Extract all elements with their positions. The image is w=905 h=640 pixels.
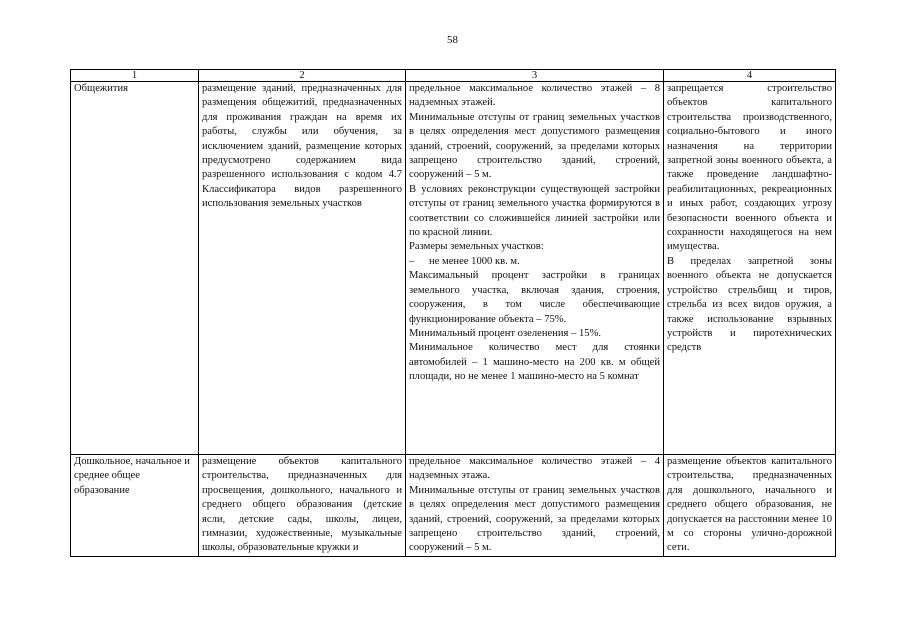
paragraph: В условиях реконструкции существующей застройки отступы от границ земельного участка формируются в соответствии со сложившейся линией застройки или по красной линии. bbox=[409, 183, 660, 239]
table-row bbox=[71, 82, 836, 455]
table-row bbox=[71, 455, 836, 557]
paragraph: Минимальный процент озеленения – 15%. bbox=[409, 327, 602, 339]
column-header: 4 bbox=[664, 70, 836, 82]
paragraph: Минимальные отступы от границ земельных участков в целях определения мест допустимого размещения зданий, строений, сооружений, за пределами которых запрещено строительство зданий, строений, сооружений – 5 м. bbox=[409, 111, 660, 181]
table-header-row bbox=[71, 70, 836, 82]
paragraph: размещение объектов капитального строительства, предназначенных для просвещения, дошкольного, начального и среднего общего образования (детские ясли, детские сады, школы, лицеи, гимназии, художественные, музыкальные школы, образовательные кружки и bbox=[202, 456, 402, 554]
list-item-text: не менее 1000 кв. м. bbox=[429, 255, 520, 267]
use-type-cell: Общежития bbox=[71, 82, 199, 455]
parameters-cell bbox=[406, 455, 664, 557]
page-number: 58 bbox=[447, 34, 458, 46]
paragraph: Минимальные отступы от границ земельных участков в целях определения мест допустимого размещения зданий, строений, сооружений, за пределами которых запрещено строительство зданий, строений, сооружений – 5 м. bbox=[409, 484, 660, 554]
use-description-cell bbox=[199, 455, 406, 557]
use-description-cell bbox=[199, 82, 406, 455]
paragraph: Максимальный процент застройки в границах земельного участка, включая здания, строения, сооружения, в том числе обеспечивающие функционирование объекта – 75%. bbox=[409, 270, 660, 325]
column-header: 1 bbox=[71, 70, 199, 82]
list-item bbox=[409, 255, 660, 269]
paragraph: размещение зданий, предназначенных для размещения общежитий, предназначенных для проживания граждан на время их работы, службы или обучения, за исключением зданий, размещение которых предусмотрено содержанием вида разрешенного использования с кодом 4.7 Классификатора видов разрешенного использования земельных участков bbox=[202, 83, 402, 210]
column-header: 2 bbox=[199, 70, 406, 82]
paragraph: Минимальное количество мест для стоянки автомобилей – 1 машино-место на 200 кв. м общей площади, но не менее 1 машино-место на 5 комнат bbox=[409, 342, 660, 383]
column-header: 3 bbox=[406, 70, 664, 82]
use-type-cell: Дошкольное, начальное и среднее общее образование bbox=[71, 455, 199, 557]
paragraph: предельное максимальное количество этажей – 4 надземных этажа. bbox=[409, 456, 660, 482]
dash-bullet: – bbox=[409, 255, 415, 267]
restrictions-cell bbox=[664, 455, 836, 557]
paragraph: В пределах запретной зоны военного объекта не допускается устройство стрельбищ и тиров, стрельба из всех видов оружия, а также использование взрывных устройств и пиротехнических средств bbox=[667, 255, 832, 354]
regulations-table bbox=[70, 69, 836, 557]
paragraph: Размеры земельных участков: bbox=[409, 241, 544, 253]
paragraph: предельное максимальное количество этажей – 8 надземных этажей. bbox=[409, 83, 660, 109]
restrictions-cell bbox=[664, 82, 836, 455]
parameters-cell bbox=[406, 82, 664, 455]
paragraph: размещение объектов капитального строительства, предназначенных для дошкольного, начального и среднего общего образования, не допускается на расстоянии менее 10 м со стороны улично-дорожной сети. bbox=[667, 456, 832, 554]
paragraph: запрещается строительство объектов капитального строительства производственного, социально-бытового и иного назначения на территории запретной зоны военного объекта, а также проведение ландшафтно-реабилитационных, рекреационных и иных работ, создающих угрозу безопасности военного объекта и сохранности находящегося на нем имущества. bbox=[667, 83, 832, 253]
